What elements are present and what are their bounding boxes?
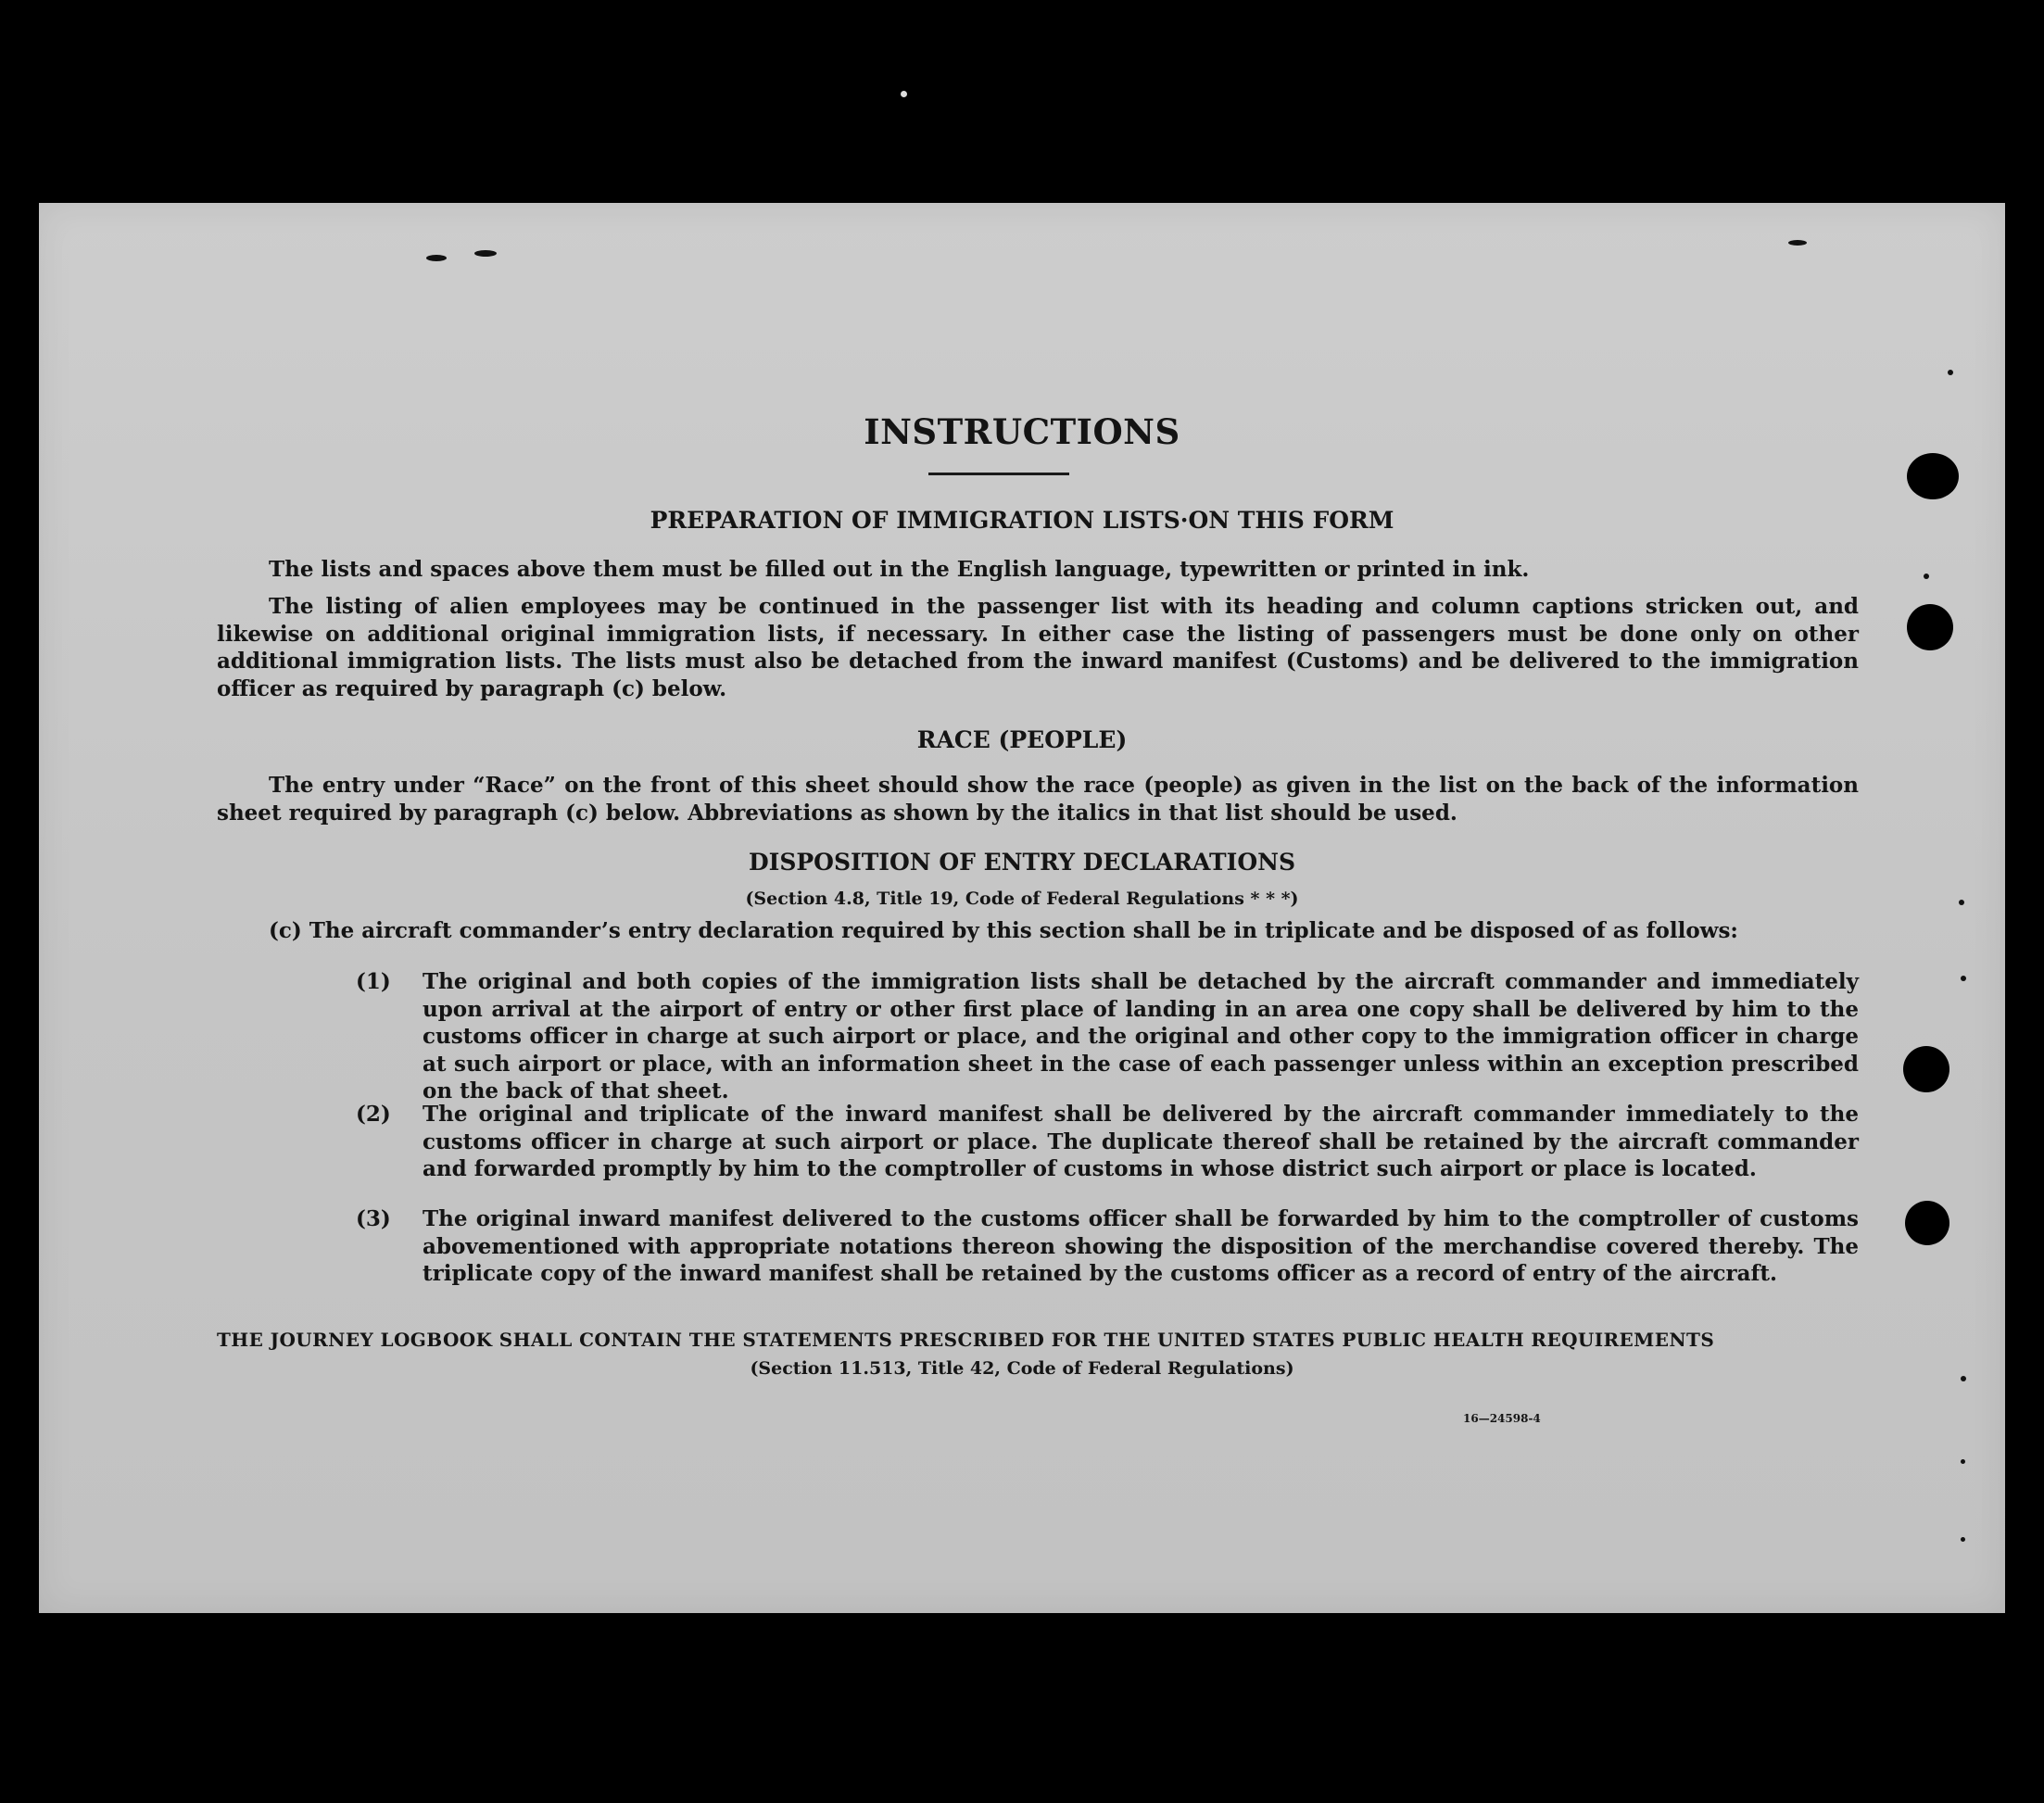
bleed-through-text [447, 268, 1633, 379]
title-underline [928, 473, 1069, 475]
document-page [39, 203, 2005, 1613]
paragraph-alien-employees: The listing of alien employees may be continued in the passenger list with its heading and column captions stricken out, and likewise on additional original immigration lists, if necessary. In either case the listing of passengers must be done only on other additional immigration lists. The lists must also be detached from the inward manifest (Customs) and be delivered to the immigration officer as required by paragraph (c) below. [217, 594, 1859, 701]
section-citation: (Section 4.8, Title 19, Code of Federal Regulations * * *) [745, 889, 1299, 909]
list-item-text: The original and both copies of the immigration lists shall be detached by the aircraft commander and immediately upon arrival at the airport of entry or other first place of landing in an area one copy shall be delivered by him to the customs officer in charge at such airport or place, and the original and other copy to the immigration officer in charge at such airport or place, with an information sheet in the case of each passenger unless within an exception prescribed on the back of that sheet. [423, 969, 1859, 1103]
section-heading-preparation: PREPARATION OF IMMIGRATION LISTS·ON THIS FORM [650, 507, 1394, 534]
paragraph-intro: (c) The aircraft commander’s entry declaration required by this section shall be in triplicate and be disposed of as follows: [269, 918, 1738, 943]
list-item-text: The original and triplicate of the inward manifest shall be delivered by the aircraft commander immediately to the customs officer in charge at such airport or place. The duplicate thereof shall be retained by the aircraft commander and forwarded promptly by him to the comptroller of customs in whose district such airport or place is located. [423, 1102, 1859, 1181]
footer-statement: THE JOURNEY LOGBOOK SHALL CONTAIN THE STATEMENTS PRESCRIBED FOR THE UNITED STATES PUBLIC HEALTH REQUIREMENTS [217, 1329, 1715, 1351]
punch-hole [1903, 1046, 1949, 1092]
paragraph-race: The entry under “Race” on the front of this sheet should show the race (people) as given in the list on the back of the information sheet required by paragraph (c) below. Abbreviations as shown by the italics in that list should be used. [217, 773, 1859, 826]
ink-speck [901, 91, 907, 97]
list-item-number: (2) [356, 1102, 391, 1127]
list-item-text: The original inward manifest delivered to the customs officer shall be forwarded by him to the comptroller of customs abovementioned with appropriate notations thereon showing the disposition of the merchandise covered thereby. The triplicate copy of the inward manifest shall be retained by the customs officer as a record of entry of the aircraft. [423, 1206, 1859, 1286]
ink-speck [1961, 1537, 1965, 1542]
ink-speck [1948, 370, 1953, 375]
page-title: INSTRUCTIONS [864, 411, 1180, 452]
ink-speck [1961, 976, 1966, 981]
punch-hole [1905, 1201, 1949, 1245]
list-item-number: (3) [356, 1206, 391, 1231]
ink-speck [1788, 240, 1807, 246]
list-item [356, 1101, 1859, 1183]
punch-hole [1907, 604, 1953, 650]
ink-speck [474, 250, 497, 257]
ink-speck [426, 255, 447, 261]
ink-speck [1924, 574, 1929, 579]
list-item [356, 968, 1859, 1105]
punch-hole [1907, 453, 1959, 499]
list-item [356, 1205, 1859, 1288]
ink-speck [1961, 1459, 1965, 1464]
section-heading-race: RACE (PEOPLE) [916, 726, 1128, 753]
section-heading-disposition: DISPOSITION OF ENTRY DECLARATIONS [748, 849, 1296, 876]
paragraph-language: The lists and spaces above them must be filled out in the English language, typewritten or printed in ink. [269, 557, 1530, 582]
form-number: 16—24598-4 [1463, 1412, 1541, 1425]
footer-citation: (Section 11.513, Title 42, Code of Federal Regulations) [750, 1358, 1294, 1379]
list-item-number: (1) [356, 969, 391, 994]
